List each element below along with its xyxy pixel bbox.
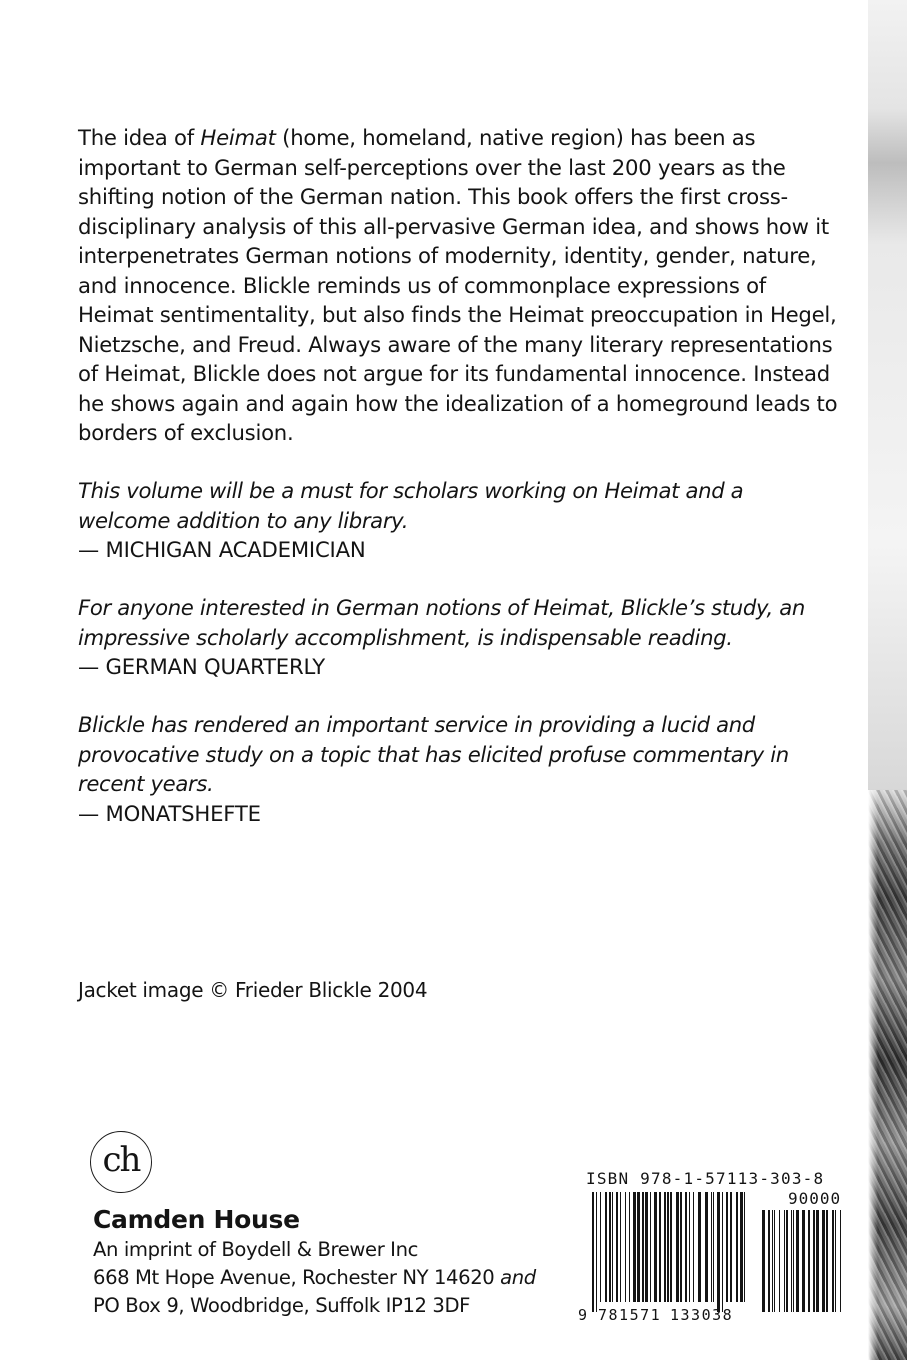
- addon-bar: [791, 1210, 792, 1312]
- review-text: For anyone interested in German notions of Heimat, Blickle’s study, an impressive scholarly accomplishment, is indispensable reading.: [78, 595, 805, 650]
- barcode-bar: [629, 1192, 630, 1302]
- review-quote-2: [78, 593, 838, 682]
- publisher-name: Camden House: [93, 1205, 300, 1234]
- camden-house-logo: ch: [90, 1131, 152, 1193]
- addon-bar: [774, 1210, 775, 1312]
- barcode-bar: [650, 1192, 651, 1302]
- review-quote-3: [78, 710, 838, 828]
- ean-left-digits: 781571: [598, 1306, 662, 1324]
- barcode-bar: [625, 1192, 626, 1302]
- ean-first-digit: 9: [578, 1306, 588, 1324]
- address-line-2: PO Box 9, Woodbridge, Suffolk IP12 3DF: [93, 1294, 471, 1317]
- address-line-1: [93, 1264, 536, 1292]
- review-source: — MONATSHEFTE: [78, 800, 261, 826]
- cover-photo-edge: [868, 0, 907, 1360]
- barcode-bar: [676, 1192, 679, 1302]
- addon-bar: [822, 1210, 825, 1312]
- review-source: — MICHIGAN ACADEMICIAN: [78, 537, 366, 562]
- barcode-bar: [722, 1192, 723, 1312]
- barcode-bar: [667, 1192, 669, 1302]
- publisher-address: [93, 1236, 536, 1320]
- barcode-bar: [693, 1192, 694, 1302]
- ean-bars: [592, 1192, 745, 1312]
- addon-bar: [772, 1210, 773, 1312]
- barcode-bar: [689, 1192, 690, 1302]
- barcode-bar: [698, 1192, 701, 1302]
- barcode-bar: [633, 1192, 636, 1302]
- barcode-bar: [711, 1192, 712, 1302]
- ean-right-digits: 133038: [670, 1306, 734, 1324]
- barcode-bar: [705, 1192, 708, 1302]
- addon-bar: [826, 1210, 828, 1312]
- blurb-term: Heimat: [200, 125, 276, 150]
- photo-edge-fade: [868, 790, 878, 1360]
- barcode-bar: [600, 1192, 601, 1302]
- barcode-bar: [736, 1192, 738, 1302]
- addon-bar: [808, 1210, 810, 1312]
- barcode-bar: [592, 1192, 594, 1312]
- barcode-bar: [620, 1192, 621, 1302]
- addon-bar: [816, 1210, 819, 1312]
- addon-bar: [793, 1210, 794, 1312]
- addon-bar: [832, 1210, 834, 1312]
- barcode-bar: [717, 1192, 720, 1312]
- blurb-body: (home, homeland, native region) has been as important to German self-perceptions over the last 200 years as the shifting notion of the German nation. This book offers the first cross-disciplinary analysis of this all-pervasive German idea, and shows how it interpenetrates German notions of modernity, identity, gender, nature, and innocence. Blickle reminds us of commonplace expressions of Heimat sentimentality, but also finds the Heimat preoccupation in Hegel, Nietzsche, and Freud. Always aware of the many literary representations of Heimat, Blickle does not argue for its fundamental innocence. Instead he shows again and again how the idealization of a homeground leads to borders of exclusion.: [78, 125, 838, 445]
- barcode-bar: [612, 1192, 613, 1302]
- price-addon-bars: [762, 1210, 841, 1312]
- addon-bar: [779, 1210, 780, 1312]
- barcode-bar: [605, 1192, 607, 1302]
- barcode-bar: [740, 1192, 743, 1302]
- addon-bar: [835, 1210, 836, 1312]
- addon-bar: [784, 1210, 785, 1312]
- addon-bar: [796, 1210, 799, 1312]
- barcode-bar: [664, 1192, 666, 1302]
- address-conjunction: and: [500, 1266, 536, 1289]
- barcode-bar: [645, 1192, 648, 1302]
- blurb-lead: The idea of: [78, 125, 201, 150]
- barcode-bar: [616, 1192, 618, 1302]
- review-source: — GERMAN QUARTERLY: [78, 654, 326, 679]
- addon-bar: [813, 1210, 815, 1312]
- isbn-label: ISBN 978-1-57113-303-8: [586, 1169, 825, 1188]
- barcode-bar: [685, 1192, 687, 1302]
- barcode-bar: [642, 1192, 644, 1302]
- addon-bar: [840, 1210, 841, 1312]
- barcode-bar: [670, 1192, 672, 1302]
- barcode-bar: [654, 1192, 657, 1302]
- imprint-line: An imprint of Boydell & Brewer Inc: [93, 1238, 418, 1261]
- barcode-bar: [637, 1192, 640, 1302]
- isbn-barcode: [570, 1188, 845, 1324]
- barcode-bar: [726, 1192, 728, 1302]
- barcode-bar: [596, 1192, 597, 1312]
- addon-bar: [786, 1210, 788, 1312]
- barcode-bar: [713, 1192, 714, 1302]
- barcode-bar: [744, 1192, 745, 1302]
- review-text: This volume will be a must for scholars working on Heimat and a welcome addition to any library.: [78, 478, 744, 533]
- barcode-bar: [730, 1192, 732, 1302]
- addon-bar: [762, 1210, 765, 1312]
- price-code: 90000: [788, 1189, 842, 1208]
- description-paragraph: [78, 123, 838, 448]
- barcode-bar: [680, 1192, 682, 1302]
- review-text: Blickle has rendered an important service in providing a lucid and provocative study on a topic that has elicited profuse commentary in recent years.: [78, 712, 789, 796]
- addon-bar: [768, 1210, 770, 1312]
- address-street: 668 Mt Hope Avenue, Rochester NY 14620: [93, 1266, 495, 1289]
- barcode-bar: [609, 1192, 611, 1302]
- barcode-bar: [659, 1192, 661, 1302]
- addon-bar: [802, 1210, 805, 1312]
- jacket-image-credit: Jacket image © Frieder Blickle 2004: [78, 978, 428, 1002]
- review-quote-1: [78, 476, 838, 565]
